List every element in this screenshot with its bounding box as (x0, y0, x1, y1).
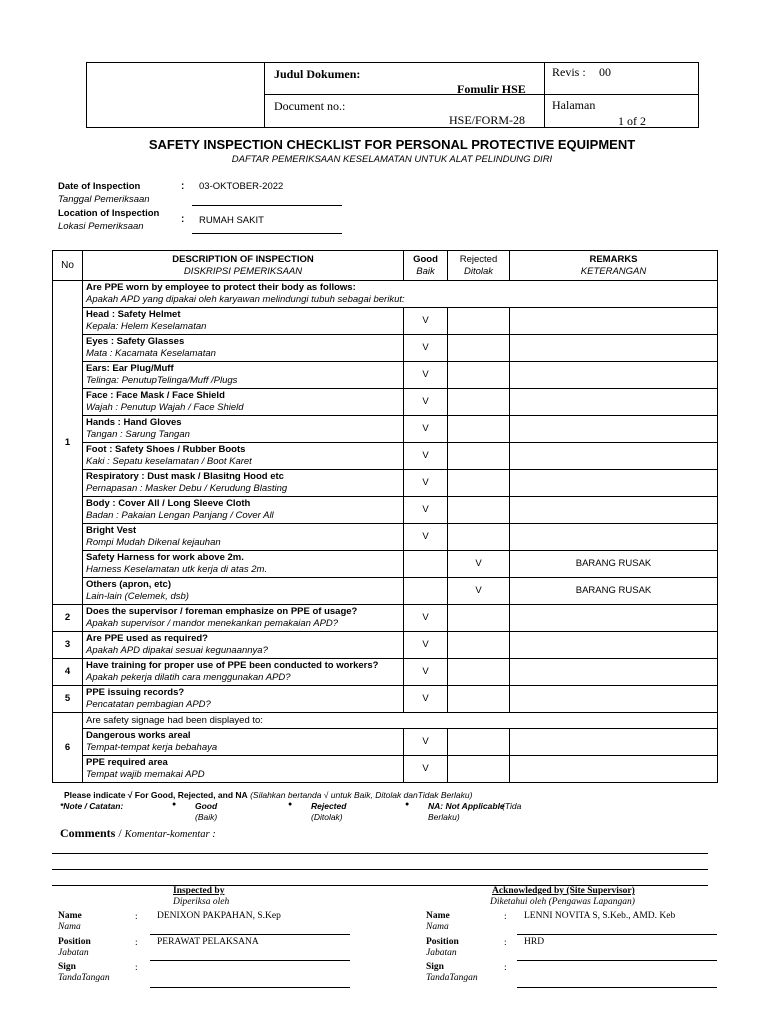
item-label-id: Kaki : Sepatu keselamatan / Boot Karet (86, 456, 252, 467)
table-row (53, 632, 718, 659)
page-subtitle: DAFTAR PEMERIKSAAN KESELAMATAN UNTUK ALAT PELINDUNG DIRI (231, 154, 553, 165)
remarks-cell[interactable] (510, 470, 718, 497)
item-label: Hands : Hand Gloves (86, 417, 182, 428)
item-description (83, 578, 404, 605)
note-na: NA: Not Applicable (428, 801, 505, 811)
date-underline (192, 205, 342, 206)
item-label: Head : Safety Helmet (86, 309, 181, 320)
remarks-cell[interactable] (510, 443, 718, 470)
rejected-cell[interactable] (448, 497, 510, 524)
item-label-id: Tempat-tempat kerja bebahaya (86, 742, 218, 753)
item-label: PPE issuing records? (86, 687, 185, 698)
right-name-label: Name (426, 911, 450, 921)
right-name-label-id: Nama (426, 922, 449, 932)
location-label: Location of Inspection (58, 208, 160, 219)
remarks-cell[interactable]: BARANG RUSAK (510, 578, 718, 605)
good-cell[interactable]: V (404, 389, 448, 416)
col-good: Good Baik (404, 251, 448, 281)
left-position-label: Position (58, 937, 91, 947)
table-row (53, 686, 718, 713)
comments-label: Comments (60, 826, 116, 840)
table-row (53, 524, 718, 551)
comment-line-1[interactable] (52, 853, 708, 854)
judul-label: Judul Dokumen: (274, 67, 361, 81)
row-number: 1 (53, 281, 83, 605)
document-header (86, 62, 699, 128)
item-description (83, 605, 404, 632)
item-description (83, 756, 404, 783)
item-label: Foot : Safety Shoes / Rubber Boots (86, 444, 246, 455)
row-number: 3 (53, 632, 83, 659)
comments-label-id: Komentar-komentar : (124, 829, 216, 840)
table-row (53, 470, 718, 497)
date-value: 03-OKTOBER-2022 (199, 181, 284, 192)
item-description (83, 308, 404, 335)
item-label: PPE required area (86, 757, 168, 768)
right-sign-label-id: TandaTangan (426, 973, 478, 983)
table-row (53, 551, 718, 578)
item-description (83, 524, 404, 551)
rejected-cell[interactable] (448, 362, 510, 389)
item-label-id: Telinga: PenutupTelinga/Muff /Plugs (86, 375, 238, 386)
group-1 (53, 281, 718, 605)
rejected-cell[interactable] (448, 443, 510, 470)
item-description (83, 362, 404, 389)
item-label-id: Tempat wajib memakai APD (86, 769, 205, 780)
remarks-cell[interactable] (510, 605, 718, 632)
item-description (83, 729, 404, 756)
item-description (83, 497, 404, 524)
right-position-label-id: Jabatan (426, 948, 457, 958)
remarks-cell[interactable] (510, 659, 718, 686)
table-row (53, 729, 718, 756)
revis-value: 00 (599, 65, 611, 79)
left-sign-label-id: TandaTangan (58, 973, 110, 983)
group-heading (83, 281, 718, 308)
right-sign-label: Sign (426, 962, 444, 972)
item-label-id: Tangan : Sarung Tangan (86, 429, 190, 440)
group-6 (53, 713, 718, 783)
remarks-cell[interactable] (510, 335, 718, 362)
rejected-cell[interactable] (448, 632, 510, 659)
docno-value: HSE/FORM-28 (449, 113, 526, 127)
left-sign-label: Sign (58, 962, 76, 972)
rejected-cell[interactable] (448, 335, 510, 362)
acknowledged-by-heading-id: Diketahui oleh (Pengawas Lapangan) (490, 897, 635, 907)
remarks-cell[interactable] (510, 524, 718, 551)
location-colon: : (181, 214, 185, 225)
revis-label: Revis : (552, 65, 586, 79)
item-label-id: Kepala: Helem Keselamatan (86, 321, 207, 332)
remarks-cell[interactable] (510, 729, 718, 756)
halaman-label: Halaman (552, 98, 596, 112)
halaman-value: 1 of 2 (618, 114, 646, 128)
item-label: Bright Vest (86, 525, 137, 536)
row-number: 2 (53, 605, 83, 632)
rejected-cell[interactable] (448, 389, 510, 416)
item-label-id: Lain-lain (Celemek, dsb) (86, 591, 189, 602)
table-row (53, 281, 718, 308)
left-name-line (150, 934, 350, 935)
row-number: 5 (53, 686, 83, 713)
good-cell[interactable]: V (404, 416, 448, 443)
right-name-value[interactable]: LENNI NOVITA S, S.Keb., AMD. Keb (524, 911, 676, 921)
rejected-cell[interactable]: V (448, 578, 510, 605)
left-sign-line[interactable] (150, 987, 350, 988)
inspected-by-heading-id: Diperiksa oleh (173, 897, 230, 907)
item-label-id: Apakah APD dipakai sesuai kegunaannya? (86, 645, 268, 656)
good-cell[interactable]: V (404, 470, 448, 497)
item-description (83, 551, 404, 578)
rejected-cell[interactable] (448, 686, 510, 713)
right-position-label: Position (426, 937, 459, 947)
table-row (53, 362, 718, 389)
table-row (53, 335, 718, 362)
good-cell[interactable]: V (404, 632, 448, 659)
left-name-label: Name (58, 911, 82, 921)
left-position-line (150, 960, 350, 961)
right-sign-colon: : (504, 963, 507, 973)
date-colon: : (181, 181, 185, 192)
item-label: Eyes : Safety Glasses (86, 336, 185, 347)
indicate-text-id: (Silahkan bertanda √ untuk Baik, Ditolak danTidak Berlaku) (250, 790, 473, 800)
note-rejected-id: (Ditolak) (311, 812, 343, 822)
location-value: RUMAH SAKIT (199, 215, 264, 226)
note-label: *Note / Catatan: (60, 801, 124, 811)
row-number: 6 (53, 713, 83, 783)
remarks-cell[interactable] (510, 416, 718, 443)
item-label-id: Harness Keselamatan utk kerja di atas 2m. (86, 564, 268, 575)
item-description (83, 632, 404, 659)
item-label: Face : Face Mask / Face Shield (86, 390, 225, 401)
rows-2-5 (53, 605, 718, 713)
right-name-line (517, 934, 717, 935)
item-label-id: Wajah : Penutup Wajah / Face Shield (86, 402, 244, 413)
date-label: Date of Inspection (58, 181, 141, 192)
item-description (83, 686, 404, 713)
table-row (53, 308, 718, 335)
rejected-cell[interactable]: V (448, 551, 510, 578)
note-na-id-2: Berlaku) (428, 812, 460, 822)
note-good-id: (Baik) (195, 812, 218, 822)
table-row (53, 416, 718, 443)
col-remarks: REMARKS KETERANGAN (510, 251, 718, 281)
group-heading-label-id: Apakah APD yang dipakai oleh karyawan melindungi tubuh sebagai berikut: (86, 294, 405, 305)
note-good: Good (195, 801, 218, 811)
right-position-value[interactable]: HRD (524, 937, 545, 947)
item-description (83, 659, 404, 686)
note-na-id-1: (Tida (502, 801, 522, 811)
bullet-na-icon: ● (405, 801, 410, 808)
left-name-value[interactable]: DENIXON PAKPAHAN, S.Kep (157, 911, 281, 921)
docno-label: Document no.: (274, 99, 346, 113)
good-cell[interactable]: V (404, 497, 448, 524)
item-label: Are PPE used as required? (86, 633, 208, 644)
table-row (53, 389, 718, 416)
good-cell[interactable]: V (404, 308, 448, 335)
col-rejected: Rejected Ditolak (448, 251, 510, 281)
comments-heading (60, 826, 216, 841)
item-label: Others (apron, etc) (86, 579, 171, 590)
remarks-cell[interactable] (510, 632, 718, 659)
rejected-cell[interactable] (448, 756, 510, 783)
remarks-cell[interactable] (510, 497, 718, 524)
date-label-id: Tanggal Pemeriksaan (58, 194, 150, 205)
remarks-cell[interactable] (510, 362, 718, 389)
rejected-cell[interactable] (448, 605, 510, 632)
group-heading (83, 713, 718, 729)
inspection-table (52, 250, 718, 783)
item-label-id: Badan : Pakaian Lengan Panjang / Cover All (86, 510, 274, 521)
rejected-cell[interactable] (448, 308, 510, 335)
item-label: Body : Cover All / Long Sleeve Cloth (86, 498, 251, 509)
table-row (53, 605, 718, 632)
rejected-cell[interactable] (448, 416, 510, 443)
note-rejected: Rejected (311, 801, 347, 811)
table-row (53, 497, 718, 524)
remarks-cell[interactable] (510, 686, 718, 713)
item-label-id: Apakah pekerja dilatih cara menggunakan APD? (86, 672, 291, 683)
col-description: DESCRIPTION OF INSPECTION DISKRIPSI PEMERIKSAAN (83, 251, 404, 281)
rejected-cell[interactable] (448, 729, 510, 756)
item-label-id: Apakah supervisor / mandor menekankan pemakaian APD? (86, 618, 339, 629)
table-header-row (53, 251, 718, 281)
right-position-colon: : (504, 938, 507, 948)
acknowledged-by-heading: Acknowledged by (Site Supervisor) (492, 886, 635, 896)
indicate-text: Please indicate √ For Good, Rejected, and NA (64, 790, 248, 800)
left-name-label-id: Nama (58, 922, 81, 932)
good-cell[interactable]: V (404, 524, 448, 551)
remarks-cell[interactable] (510, 389, 718, 416)
inspected-by-heading: Inspected by (173, 886, 225, 896)
rejected-cell[interactable] (448, 524, 510, 551)
remarks-cell[interactable]: BARANG RUSAK (510, 551, 718, 578)
table-row (53, 659, 718, 686)
group-heading-label: Are safety signage had been displayed to: (86, 714, 263, 726)
item-description (83, 335, 404, 362)
right-position-line (517, 960, 717, 961)
comments-separator: / (118, 826, 122, 840)
judul-value: Fomulir HSE (457, 82, 526, 96)
item-description (83, 470, 404, 497)
indicate-note (64, 790, 472, 800)
item-label-id: Pernapasan : Masker Debu / Kerudung Blasting (86, 483, 288, 494)
good-cell[interactable]: V (404, 605, 448, 632)
right-sign-line[interactable] (517, 987, 717, 988)
good-cell[interactable] (404, 551, 448, 578)
rejected-cell[interactable] (448, 470, 510, 497)
page-title: SAFETY INSPECTION CHECKLIST FOR PERSONAL PROTECTIVE EQUIPMENT (148, 137, 636, 152)
item-description (83, 416, 404, 443)
item-label: Does the supervisor / foreman emphasize on PPE of usage? (86, 606, 358, 617)
item-description (83, 443, 404, 470)
left-sign-colon: : (135, 963, 138, 973)
table-row (53, 578, 718, 605)
rejected-cell[interactable] (448, 659, 510, 686)
good-cell[interactable] (404, 578, 448, 605)
good-cell[interactable]: V (404, 335, 448, 362)
comment-line-2[interactable] (52, 869, 708, 870)
good-cell[interactable]: V (404, 443, 448, 470)
good-cell[interactable]: V (404, 729, 448, 756)
item-label-id: Rompi Mudah Dikenal kejauhan (86, 537, 221, 548)
right-name-colon: : (504, 912, 507, 922)
bullet-good-icon: ● (172, 801, 177, 808)
item-label: Respiratory : Dust mask / Blasitng Hood etc (86, 471, 284, 482)
item-label-id: Pencatatan pembagian APD? (86, 699, 211, 710)
remarks-cell[interactable] (510, 308, 718, 335)
row-number: 4 (53, 659, 83, 686)
item-label-id: Mata : Kacamata Keselamatan (86, 348, 216, 359)
left-position-value[interactable]: PERAWAT PELAKSANA (157, 937, 259, 947)
item-label: Dangerous works areal (86, 730, 191, 741)
table-row (53, 713, 718, 729)
location-label-id: Lokasi Pemeriksaan (58, 221, 144, 232)
good-cell[interactable]: V (404, 756, 448, 783)
left-position-label-id: Jabatan (58, 948, 89, 958)
bullet-rejected-icon: ● (288, 801, 293, 808)
left-position-colon: : (135, 938, 138, 948)
group-heading-label: Are PPE worn by employee to protect their body as follows: (86, 282, 356, 293)
left-name-colon: : (135, 912, 138, 922)
col-no: No (53, 251, 83, 281)
good-cell[interactable]: V (404, 362, 448, 389)
remarks-cell[interactable] (510, 756, 718, 783)
item-description (83, 389, 404, 416)
location-underline (192, 233, 342, 234)
item-label: Have training for proper use of PPE been conducted to workers? (86, 660, 379, 671)
table-row (53, 756, 718, 783)
item-label: Ears: Ear Plug/Muff (86, 363, 174, 374)
item-label: Safety Harness for work above 2m. (86, 552, 244, 563)
good-cell[interactable]: V (404, 686, 448, 713)
good-cell[interactable]: V (404, 659, 448, 686)
table-row (53, 443, 718, 470)
